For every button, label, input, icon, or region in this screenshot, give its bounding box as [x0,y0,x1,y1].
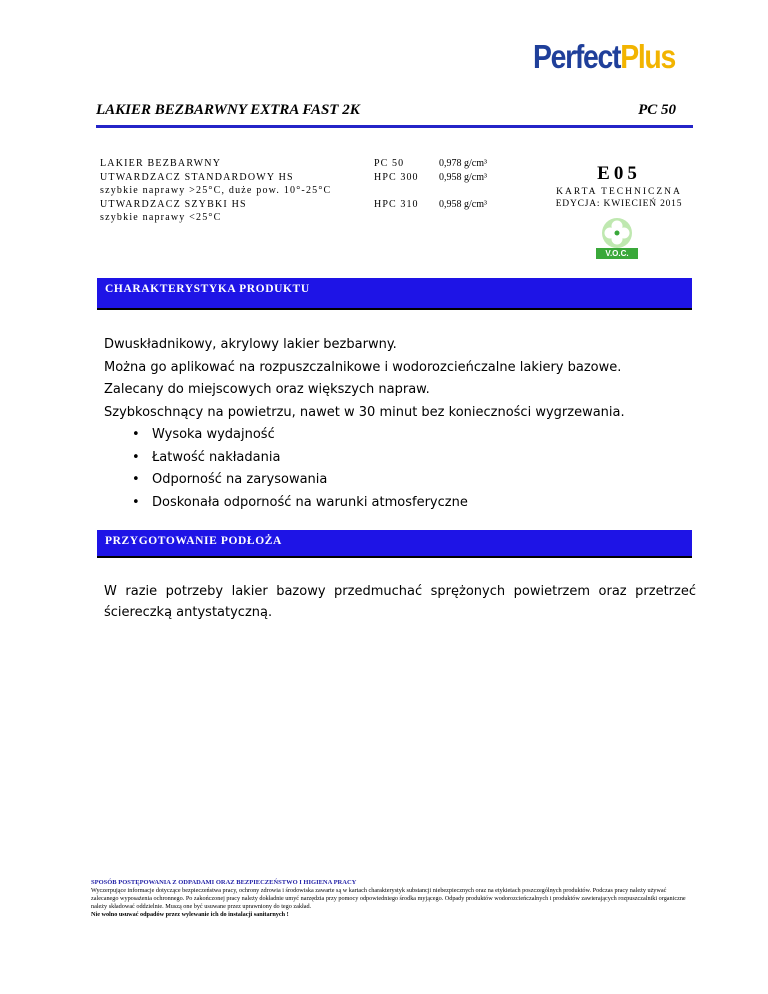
product-code: HPC 300 [374,171,419,183]
feature-label: Wysoka wydajność [152,427,275,442]
footer-warning: Nie wolno usuwać odpadów przez wylewanie ich do instalacji sanitarnych ! [91,911,289,919]
feature-label: Łatwość nakładania [152,449,281,465]
footer-body: Wyczerpujące informacje dotyczące bezpieczeństwa pracy, ochrony zdrowia i środowiska zawarte są w kartach charakterystyk substancji niebezpiecznych oraz na etykietach poszczególnych produktów. Podczas pracy należy używać zalecanego wyposażenia ochronnego. Po zakończonej pracy należy dokładnie umyć narzędzia przy pomocy odpowiedniego środka myjącego. Odpady produktów wodorozcieńczalnych i produktów zawierających rozpuszczalniki organiczne należy składować oddzielnie. Muszą one być usuwane przez uprawniony do tego zakład. [91,887,686,911]
logo-text-perfect: Perfect [533,38,621,75]
voc-icon [596,217,638,259]
footer-title: SPOSÓB POSTĘPOWANIA Z ODPADAMI ORAZ BEZPIECZEŃSTWO I HIGIENA PRACY [91,879,357,886]
list-item [104,424,625,447]
product-code-title: PC 50 [638,102,676,118]
voc-label: V.O.C. [596,248,638,259]
list-item [104,492,625,515]
list-item [104,447,625,470]
bullet-icon: • [132,494,140,510]
preparation-text: W razie potrzeby lakier bazowy przedmuchać sprężonych powietrzem oraz przetrzeć ściereczką antystatyczną. [104,584,696,620]
bullet-icon: • [132,449,140,465]
product-line: UTWARDZACZ STANDARDOWY HS [100,171,294,183]
description-line: Można go aplikować na rozpuszczalnikowe i wodorozcieńczalne lakiery bazowe. [104,359,622,375]
density-value: 0,958 g/cm³ [439,198,487,210]
section-title: PRZYGOTOWANIE PODŁOŻA [105,535,282,547]
product-codes [374,157,419,211]
safety-footer [91,879,695,919]
feature-label: Odporność na zarysowania [152,472,328,487]
header-divider [96,125,693,128]
product-line: szybkie naprawy <25°C [100,212,222,223]
feature-label: Doskonała odporność na warunki atmosferyczne [152,494,468,510]
feature-list [104,424,625,514]
list-item [104,469,625,492]
edition-label: EDYCJA: KWIECIEŃ 2015 [555,199,683,209]
bullet-icon: • [132,427,140,442]
description-line: Zalecany do miejscowych oraz większych napraw. [104,382,430,397]
card-label: KARTA TECHNICZNA [556,187,682,197]
product-line: UTWARDZACZ SZYBKI HS [100,198,247,210]
product-code: HPC 310 [374,198,419,210]
logo-text-plus: Plus [620,38,675,75]
clover-icon [596,217,638,249]
brand-logo [533,36,675,78]
section-header-characteristics [97,278,692,310]
product-list [100,157,370,225]
product-line: LAKIER BEZBARWNY [100,158,222,169]
document-header [96,102,676,126]
description-line: Dwuskładnikowy, akrylowy lakier bezbarwny. [104,337,397,352]
section-header-preparation [97,530,692,558]
characteristics-text [104,334,625,514]
document-code: E05 [597,163,641,184]
bullet-icon: • [132,472,140,487]
density-value: 0,958 g/cm³ [439,171,487,183]
description-line: Szybkoschnący na powietrzu, nawet w 30 minut bez konieczności wygrzewania. [104,404,625,420]
product-densities [439,157,487,211]
density-value: 0,978 g/cm³ [439,158,487,169]
product-code: PC 50 [374,158,405,169]
product-title: LAKIER BEZBARWNY EXTRA FAST 2K [96,102,360,118]
product-line: szybkie naprawy >25°C, duże pow. 10°-25°C [100,185,332,196]
document-info [548,158,690,210]
section-title: CHARAKTERYSTYKA PRODUKTU [105,283,310,295]
